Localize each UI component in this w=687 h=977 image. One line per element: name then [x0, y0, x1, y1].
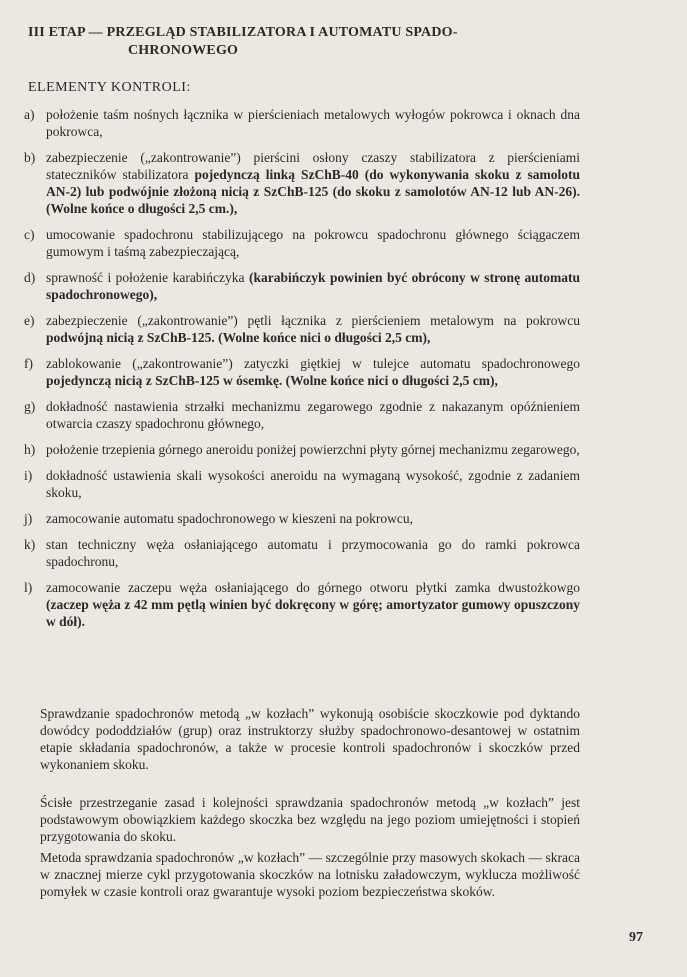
list-item — [24, 355, 580, 389]
item-letter: f) — [24, 356, 33, 371]
item-text: zablokowanie („zakontrowanie”) zatyczki giętkiej w tulejce automatu spadochronowego pojedynczą nicią z SzChB-125 w ósemkę. (Wolne końce nici o długości 2,5 cm), — [46, 356, 580, 388]
item-letter: k) — [24, 537, 36, 552]
item-text: położenie taśm nośnych łącznika w pierścieniach metalowych wyłogów pokrowca i oknach dna pokrowca, — [46, 107, 580, 139]
checklist — [24, 106, 580, 639]
item-letter: d) — [24, 270, 36, 285]
item-text: zabezpieczenie („zakontrowanie”) pierścini osłony czaszy stabilizatora z pierścieniami stateczników stabilizatora pojedynczą linką SzChB-40 (do wykonywania skoku z samolotu AN-2) lub podwójnie złożoną nicią z SzChB-125 (do skoku z samolotów AN-12 lub AN-26). (Wolne końce o długości 2,5 cm.), — [46, 150, 580, 216]
list-item — [24, 106, 580, 140]
title-line-2: CHRONOWEGO — [128, 43, 239, 58]
item-letter: c) — [24, 227, 35, 242]
item-text: położenie trzepienia górnego aneroidu poniżej powierzchni płyty górnej mechanizmu zegarowego, — [46, 442, 580, 457]
paragraph: Metoda sprawdzania spadochronów „w kozłach” — szczególnie przy masowych skokach — skraca w znacznej mierze cykl przygotowania skoczków na lotnisku załadowczym, wyklucza możliwość pomyłek w czasie kontroli oraz gwarantuje wysoki poziom bezpieczeństwa skoków. — [40, 850, 580, 899]
item-letter: a) — [24, 107, 35, 122]
item-letter: g) — [24, 399, 36, 414]
page-number: 97 — [629, 930, 643, 945]
list-item — [24, 536, 580, 570]
list-item — [24, 398, 580, 432]
list-item — [24, 312, 580, 346]
list-item — [24, 441, 580, 458]
list-item — [24, 467, 580, 501]
item-text: umocowanie spadochronu stabilizującego na pokrowcu spadochronu głównego ściągaczem gumowym i taśmą zabezpieczającą, — [46, 227, 580, 259]
item-letter: b) — [24, 150, 36, 165]
item-letter: e) — [24, 313, 35, 328]
item-letter: h) — [24, 442, 36, 457]
item-letter: l) — [24, 580, 33, 595]
section-heading: ELEMENTY KONTROLI: — [28, 80, 191, 95]
item-text: zamocowanie automatu spadochronowego w kieszeni na pokrowcu, — [46, 511, 414, 526]
title-line-1: III ETAP — PRZEGLĄD STABILIZATORA I AUTOMATU SPADO- — [28, 25, 458, 40]
item-text: zamocowanie zaczepu węża osłaniającego do górnego otworu płytki zamka dwustożkowgo (zaczep węża z 42 mm pętlą winien być dokręcony w górę; amortyzator gumowy opuszczony w dół). — [46, 580, 580, 629]
list-item — [24, 226, 580, 260]
list-item — [24, 510, 580, 527]
list-item — [24, 149, 580, 217]
item-letter: j) — [24, 511, 33, 526]
paragraph: Ścisłe przestrzeganie zasad i kolejności sprawdzania spadochronów metodą „w kozłach” jest podstawowym obowiązkiem każdego skoczka bez względu na jego poziom umiejętności i stopień przygotowania do skoku. — [40, 795, 580, 844]
item-text: zabezpieczenie („zakontrowanie”) pętli łącznika z pierścieniem metalowym na pokrowcu podwójną nicią z SzChB-125. (Wolne końce nici o długości 2,5 cm), — [46, 313, 580, 345]
item-letter: i) — [24, 468, 33, 483]
list-item — [24, 269, 580, 303]
paragraph: Sprawdzanie spadochronów metodą „w kozłach” wykonują osobiście skoczkowie pod dyktando dowódcy pododdziałów (grup) oraz instruktorzy służby spadochronowo-desantowej w ostatnim etapie składania spadochronów, a także w procesie kontroli spadochronów i skoczków przed wykonaniem skoku. — [40, 706, 580, 772]
list-item — [24, 579, 580, 630]
item-text: sprawność i położenie karabińczyka (karabińczyk powinien być obrócony w stronę automatu spadochronowego), — [46, 270, 581, 302]
item-text: stan techniczny węża osłaniającego automatu i przymocowania go do ramki pokrowca spadochronu, — [46, 537, 580, 569]
chapter-title — [28, 24, 588, 60]
item-text: dokładność ustawienia skali wysokości aneroidu na wymaganą wysokość, zgodnie z zadaniem skoku, — [46, 468, 580, 500]
item-text: dokładność nastawienia strzałki mechanizmu zegarowego zgodnie z nakazanym opóźnieniem otwarcia czaszy spadochronu głównego, — [46, 399, 580, 431]
